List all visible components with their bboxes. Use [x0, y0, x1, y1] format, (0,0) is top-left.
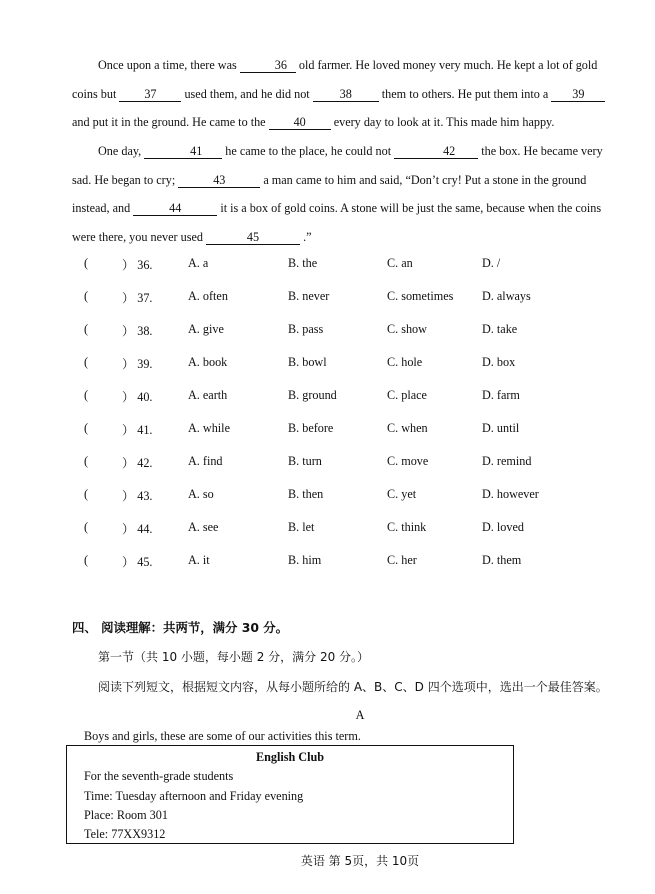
- option-a: A. it: [188, 553, 210, 567]
- question-number: ） 37.: [122, 291, 153, 305]
- option-b: B. bowl: [288, 355, 327, 369]
- option-c: C. when: [387, 421, 428, 435]
- blank-36: 36: [240, 58, 296, 73]
- blank-37: 37: [119, 87, 181, 102]
- option-d: D. remind: [482, 454, 532, 468]
- cloze-text: instead, and: [72, 201, 131, 216]
- option-c: C. place: [387, 388, 427, 402]
- cloze-text: Once upon a time, there was: [98, 58, 237, 72]
- question-number: ） 38.: [122, 324, 153, 338]
- answer-paren[interactable]: (: [84, 256, 89, 270]
- passage-intro: Boys and girls, these are some of our activities this term.: [84, 729, 361, 743]
- answer-paren[interactable]: (: [84, 520, 89, 534]
- option-c: C. an: [387, 256, 413, 270]
- answer-paren[interactable]: (: [84, 421, 89, 435]
- blank-44: 44: [133, 201, 217, 216]
- question-number: ） 43.: [122, 489, 153, 503]
- question-row-38: [84, 322, 604, 342]
- cloze-text: were there, you never used: [72, 229, 203, 244]
- option-a: A. book: [188, 355, 228, 369]
- question-row-42: [84, 454, 604, 474]
- question-number: ） 36.: [122, 258, 153, 272]
- club-line-place: Place: Room 301: [84, 808, 168, 822]
- cloze-text: coins but: [72, 86, 117, 101]
- question-row-45: [84, 553, 604, 573]
- question-row-37: [84, 289, 604, 309]
- option-d: D. them: [482, 553, 522, 567]
- question-number: ） 44.: [122, 522, 153, 536]
- option-d: D. farm: [482, 388, 520, 402]
- option-a: A. so: [188, 487, 214, 501]
- blank-42: 42: [394, 144, 478, 159]
- option-b: B. him: [288, 553, 322, 567]
- option-b: B. then: [288, 487, 324, 501]
- blank-38: 38: [313, 87, 379, 102]
- option-d: D. /: [482, 256, 501, 270]
- option-c: C. sometimes: [387, 289, 454, 303]
- option-a: A. often: [188, 289, 228, 303]
- blank-40: 40: [269, 115, 331, 130]
- cloze-paragraph-2: [72, 137, 650, 251]
- question-number: ） 40.: [122, 390, 153, 404]
- option-b: B. turn: [288, 454, 322, 468]
- option-b: B. ground: [288, 388, 337, 402]
- question-number: ） 41.: [122, 423, 153, 437]
- club-line-time: Time: Tuesday afternoon and Friday evening: [84, 789, 304, 803]
- option-c: C. hole: [387, 355, 423, 369]
- cloze-text: used them, and he did not: [184, 86, 310, 101]
- question-row-43: [84, 487, 604, 507]
- option-d: D. box: [482, 355, 516, 369]
- question-number: ） 42.: [122, 456, 153, 470]
- question-row-40: [84, 388, 604, 408]
- option-a: A. while: [188, 421, 230, 435]
- cloze-text: sad. He began to cry;: [72, 172, 176, 187]
- option-c: C. yet: [387, 487, 417, 501]
- question-row-44: [84, 520, 604, 540]
- option-b: B. the: [288, 256, 318, 270]
- question-number: ） 45.: [122, 555, 153, 569]
- option-c: C. show: [387, 322, 427, 336]
- cloze-text: it is a box of gold coins. A stone will be just the same, because when the coins: [220, 201, 602, 216]
- option-a: A. find: [188, 454, 223, 468]
- option-b: B. let: [288, 520, 315, 534]
- blank-41: 41: [144, 144, 222, 159]
- cloze-text: the box. He became very: [481, 144, 603, 158]
- option-d: D. always: [482, 289, 531, 303]
- cloze-text: he came to the place, he could not: [225, 144, 392, 158]
- option-a: A. give: [188, 322, 224, 336]
- section-subtitle: 第一节（共 10 小题，每小题 2 分，满分 20 分。）: [98, 650, 370, 664]
- option-b: B. before: [288, 421, 334, 435]
- answer-paren[interactable]: (: [84, 289, 89, 303]
- answer-paren[interactable]: (: [84, 322, 89, 336]
- answer-paren[interactable]: (: [84, 355, 89, 369]
- question-row-36: [84, 256, 604, 276]
- option-b: B. never: [288, 289, 330, 303]
- blank-45: 45: [206, 230, 300, 245]
- answer-paren[interactable]: (: [84, 454, 89, 468]
- cloze-text: One day,: [98, 144, 142, 158]
- cloze-text: every day to look at it. This made him happy.: [333, 115, 555, 130]
- club-line-audience: For the seventh-grade students: [84, 769, 234, 783]
- question-row-39: [84, 355, 604, 375]
- option-d: D. loved: [482, 520, 524, 534]
- english-club-box: [66, 745, 514, 844]
- answer-paren[interactable]: (: [84, 553, 89, 567]
- club-line-tele: Tele: 77XX9312: [84, 827, 166, 841]
- option-c: C. move: [387, 454, 429, 468]
- answer-paren[interactable]: (: [84, 487, 89, 501]
- option-a: A. a: [188, 256, 209, 270]
- blank-43: 43: [178, 173, 260, 188]
- cloze-text: old farmer. He loved money very much. He kept a lot of gold: [298, 58, 598, 72]
- page-footer: 英语 第 5页，共 10页: [300, 854, 420, 868]
- cloze-paragraph-1: [72, 51, 650, 137]
- option-c: C. her: [387, 553, 417, 567]
- blank-39: 39: [551, 87, 605, 102]
- section-instruction: 阅读下列短文，根据短文内容，从每小题所给的 A、B、C、D 四个选项中，选出一个最佳答案。: [98, 680, 608, 694]
- option-d: D. however: [482, 487, 539, 501]
- option-a: A. see: [188, 520, 219, 534]
- section-title: 四、 阅读理解：共两节，满分 30 分。: [72, 620, 289, 635]
- question-number: ） 39.: [122, 357, 153, 371]
- passage-label: A: [355, 708, 365, 722]
- cloze-text: them to others. He put them into a: [381, 86, 549, 101]
- cloze-text: a man came to him and said, “Don’t cry! Put a stone in the ground: [263, 172, 587, 187]
- club-title: English Club: [255, 750, 325, 764]
- option-c: C. think: [387, 520, 427, 534]
- option-b: B. pass: [288, 322, 324, 336]
- question-row-41: [84, 421, 604, 441]
- cloze-text: .”: [303, 229, 312, 244]
- option-d: D. take: [482, 322, 518, 336]
- option-d: D. until: [482, 421, 520, 435]
- answer-paren[interactable]: (: [84, 388, 89, 402]
- option-a: A. earth: [188, 388, 228, 402]
- cloze-text: and put it in the ground. He came to the: [72, 115, 266, 130]
